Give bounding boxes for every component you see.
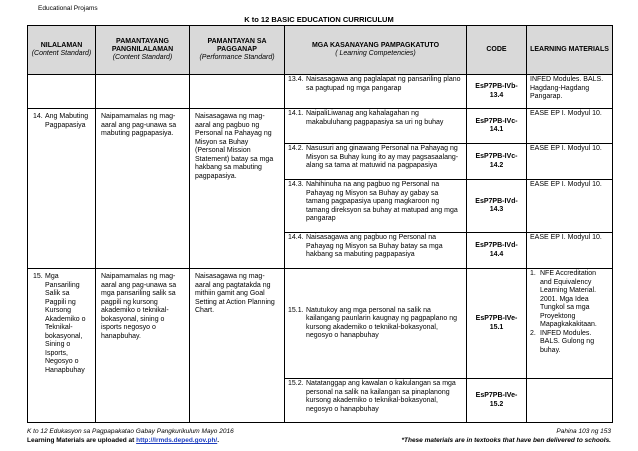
code-cell: EsP7PB-IVd-14.3 xyxy=(467,180,527,233)
document-title: K to 12 BASIC EDUCATION CURRICULUM xyxy=(244,15,394,24)
performance-standard-cell: Naisasagawa ng mag-aaral ang pagbuo ng Personal na Pahayag ng Misyon sa Buhay (Personal Mission Statement) batay sa mga hakbang sa mabuting pagpapasiya. xyxy=(190,109,285,269)
header-competencies: MGA KASANAYANG PAMPAGKATUTO ( Learning Competencies) xyxy=(285,26,467,75)
materials-cell: EASE EP I. Modyul 10. xyxy=(527,233,613,269)
competency-cell: 15.2. Natatanggap ang kawalan o kakulangan sa mga personal na salik na kailangan sa pinaplanong kursong akademiko o teknikal-bokasyonal, negosyo o hanapbuhay xyxy=(285,379,467,423)
code-cell: EsP7PB-IVb-13.4 xyxy=(467,75,527,109)
competency-cell: 14.3. Nahihinuha na ang pagbuo ng Personal na Pahayag ng Misyon sa Buhay ay gabay sa tamang pagpapasiya upang magkaroon ng tamang direksyon sa buhay at matupad ang mga pangarap xyxy=(285,180,467,233)
footer-page-number: Pahina 103 ng 153 xyxy=(556,428,611,435)
content-cell: 15. Mga Pansariling Salik sa Pagpili ng Kursong Akademiko o Teknikal-bokasyonal, Sining o Isports, Negosyo o Hanapbuhay xyxy=(28,269,96,423)
performance-standard-cell: Naisasagawa ng mag-aaral ang pagtatakda ng mithiin gamit ang Goal Setting at Action Planning Chart. xyxy=(190,269,285,423)
header-materials: LEARNING MATERIALS xyxy=(527,26,613,75)
competency-cell: 13.4. Naisasagawa ang paglalapat ng pansariling plano sa pagtupad ng mga pangarap xyxy=(285,75,467,109)
competency-cell: 14.1. NaipaliLiwanag ang kahalagahan ng makabuluhang pagpapasiya sa uri ng buhay xyxy=(285,109,467,144)
code-cell: EsP7PB-IVd-14.4 xyxy=(467,233,527,269)
list-item: 1. NFE Accreditation and Equivalency Learning Material. 2001. Mga Idea Tungkol sa mga Proyektong Mapagkakakitaan. xyxy=(530,270,597,328)
code-cell: EsP7PB-IVc-14.1 xyxy=(467,109,527,144)
list-item: 2. INFED Modules. BALS. Gulong ng buhay. xyxy=(530,329,595,354)
lrmds-link[interactable]: http://lrmds.deped.gov.ph/ xyxy=(136,437,218,444)
table-header-row xyxy=(28,26,613,75)
materials-cell: INFED Modules. BALS. Hagdang-Hagdang Pangarap. xyxy=(527,75,613,109)
competency-cell: 15.1. Natutukoy ang mga personal na salik na kailangang paunlarin kaugnay ng pagpaplano ng kursong akademiko o teknikal-bokasyonal, negosyo o hanapbuhay xyxy=(285,269,467,379)
table-row xyxy=(28,109,613,144)
code-cell: EsP7PB-IVe-15.1 xyxy=(467,269,527,379)
competency-cell: 14.4. Naisasagawa ang pagbuo ng Personal na Pahayag ng Misyon sa Buhay batay sa mga hakbang sa mabuting pagpapasiya xyxy=(285,233,467,269)
header-performance-standard: PAMANTAYAN SA PAGGANAP (Performance Standard) xyxy=(190,26,285,75)
footer-materials-note: *These materials are in textooks that have ben delivered to schools. xyxy=(401,437,611,444)
org-label: Educational Projams xyxy=(38,5,98,12)
content-standard-cell: Naipamamalas ng mag-aaral ang pag-unawa sa mga pansariling salik sa pagpili ng kursong akademiko o teknikal-bokasyonal, sining o isports negosyo o hanapbuhay. xyxy=(96,269,190,423)
footer-document-name: K to 12 Edukasyon sa Pagpapakatao Gabay Pangkurikulum Mayo 2016 xyxy=(27,428,234,435)
header-content-standard: PAMANTAYANG PANGNILALAMAN (Content Standard) xyxy=(96,26,190,75)
content-cell: 14. Ang Mabuting Pagpapasiya xyxy=(28,109,96,269)
table-row xyxy=(28,75,613,109)
header-content: NILALAMAN (Content Standard) xyxy=(28,26,96,75)
materials-cell: EASE EP I. Modyul 10. xyxy=(527,180,613,233)
materials-cell xyxy=(527,269,613,379)
content-standard-cell: Naipamamalas ng mag-aaral ang pag-unawa sa mabuting pagpapasiya. xyxy=(96,109,190,269)
materials-cell: EASE EP I. Modyul 10. xyxy=(527,109,613,144)
materials-cell: EASE EP I. Modyul 10. xyxy=(527,144,613,180)
header-code: CODE xyxy=(467,26,527,75)
competency-cell: 14.2. Nasusuri ang ginawang Personal na Pahayag ng Misyon sa Buhay kung ito ay may pagsasaalang-alang sa tama at matuwid na pagpapasiya xyxy=(285,144,467,180)
code-cell: EsP7PB-IVc-14.2 xyxy=(467,144,527,180)
curriculum-table xyxy=(27,25,613,423)
code-cell: EsP7PB-IVe-15.2 xyxy=(467,379,527,423)
table-row xyxy=(28,269,613,379)
materials-cell xyxy=(527,379,613,423)
footer-upload-note: Learning Materials are uploaded at http://lrmds.deped.gov.ph/. xyxy=(27,437,220,444)
